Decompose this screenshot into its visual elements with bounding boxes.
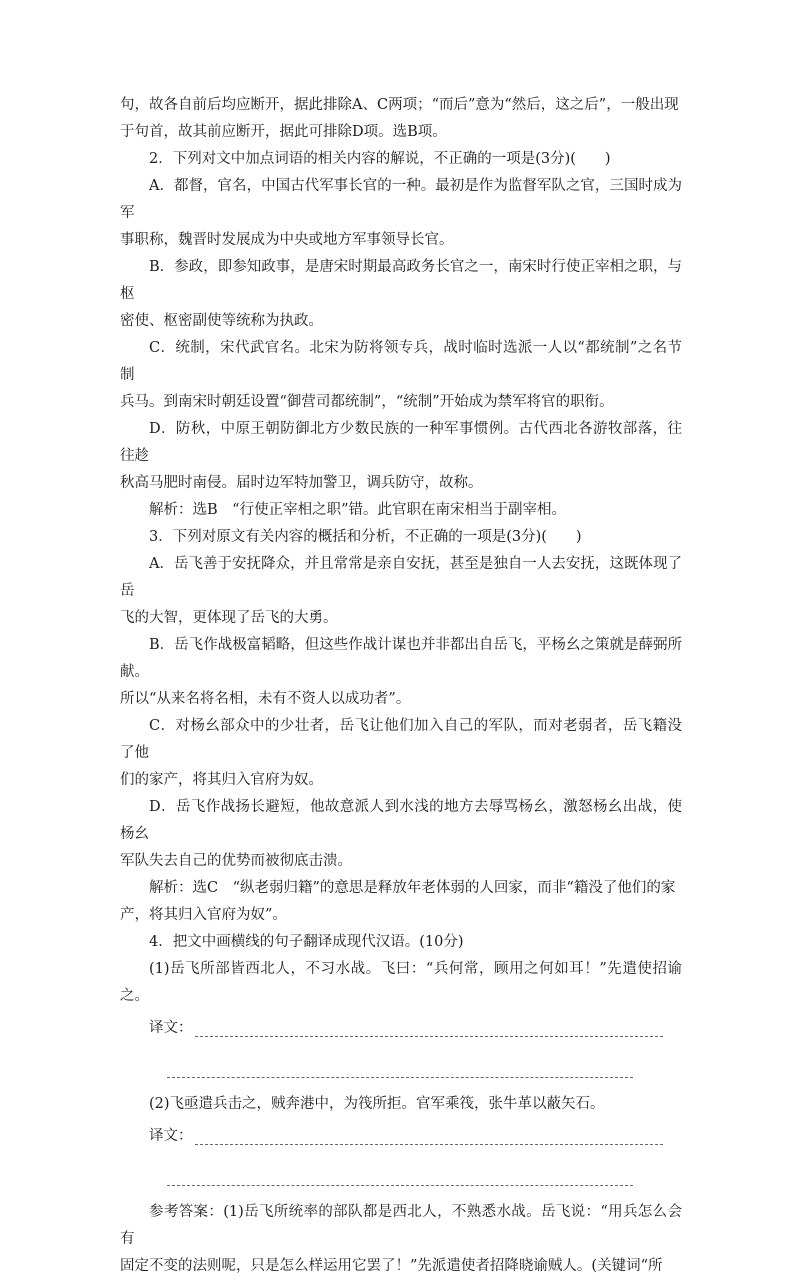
translation-1-row [120, 1010, 682, 1037]
q3-analysis: 解析：选C “纵老弱归籍”的意思是释放年老体弱的人回家，而非“籍没了他们的家 [149, 880, 676, 896]
q2-option-d-cont: 秋高马肥时南侵。届时边军特加警卫，调兵防守，故称。 [120, 475, 483, 491]
reference-answer-cont: 固定不变的法则呢，只是怎么样运用它罢了！”先派遣使者招降晓谕贼人。(关键词“所 [120, 1258, 663, 1274]
translation-1-row-2 [120, 1064, 682, 1091]
q2-option-a: A．都督，官名，中国古代军事长官的一种。最初是作为监督军队之官，三国时成为军 [120, 178, 682, 221]
q2-option-a-cont: 事职称，魏晋时发展成为中央或地方军事领导长官。 [120, 232, 454, 248]
document-body [120, 92, 682, 1280]
blank-space [120, 1145, 682, 1172]
analysis-q1-continued: 句，故各自前后均应断开，据此排除A、C两项；“而后”意为“然后，这之后”，一般出现 [120, 97, 679, 113]
q3-option-d: D．岳飞作战扬长避短，他故意派人到水浅的地方去辱骂杨幺，激怒杨幺出战，使杨幺 [120, 799, 682, 842]
question-2-stem: 2．下列对文中加点词语的相关内容的解说，不正确的一项是(3分)( ) [149, 151, 611, 167]
answer-blank-line[interactable] [167, 1077, 633, 1078]
blank-space [120, 1037, 682, 1064]
reference-answer: 参考答案：(1)岳飞所统率的部队都是西北人，不熟悉水战。岳飞说：“用兵怎么会有 [120, 1204, 682, 1247]
q2-option-c-cont: 兵马。到南宋时朝廷设置“御营司都统制”，“统制”开始成为禁军将官的职衔。 [120, 394, 614, 410]
q2-analysis: 解析：选B “行使正宰相之职”错。此官职在南宋相当于副宰相。 [149, 502, 566, 518]
question-4-stem: 4．把文中画横线的句子翻译成现代汉语。(10分) [149, 934, 464, 950]
translation-2-row-2 [120, 1172, 682, 1199]
q3-option-a-cont: 飞的大智，更体现了岳飞的大勇。 [120, 610, 338, 626]
translation-1-label: 译文： [149, 1020, 193, 1036]
answer-blank-line[interactable] [195, 1132, 663, 1145]
q3-option-c-cont: 们的家产，将其归入官府为奴。 [120, 772, 323, 788]
analysis-q1-end: 于句首，故其前应断开，据此可排除D项。选B项。 [120, 124, 447, 140]
answer-blank-line[interactable] [195, 1024, 663, 1037]
q2-option-b: B．参政，即参知政事，是唐宋时期最高政务长官之一，南宋时行使正宰相之职，与枢 [120, 259, 682, 302]
q2-option-b-cont: 密使、枢密副使等统称为执政。 [120, 313, 323, 329]
answer-blank-line[interactable] [167, 1185, 633, 1186]
q3-analysis-cont: 产，将其归入官府为奴”。 [120, 907, 287, 923]
q3-option-a: A．岳飞善于安抚降众，并且常常是亲自安抚，甚至是独自一人去安抚，这既体现了岳 [120, 556, 682, 599]
translation-2-label: 译文： [149, 1128, 193, 1144]
q2-option-c: C．统制，宋代武官名。北宋为防将领专兵，战时临时选派一人以“都统制”之名节制 [120, 340, 682, 383]
q2-option-d: D．防秋，中原王朝防御北方少数民族的一种军事惯例。古代西北各游牧部落，往往趁 [120, 421, 682, 464]
q4-sentence-2: (2)飞亟遣兵击之，贼奔港中，为筏所拒。官军乘筏，张牛革以蔽矢石。 [149, 1096, 605, 1112]
q3-option-b-cont: 所以“从来名将名相，未有不资人以成功者”。 [120, 691, 411, 707]
question-3-stem: 3．下列对原文有关内容的概括和分析，不正确的一项是(3分)( ) [149, 529, 582, 545]
translation-2-row [120, 1118, 682, 1145]
q3-option-c: C．对杨幺部众中的少壮者，岳飞让他们加入自己的军队，而对老弱者，岳飞籍没了他 [120, 718, 682, 761]
q4-sentence-1: (1)岳飞所部皆西北人，不习水战。飞曰：“兵何常，顾用之何如耳！”先遣使招谕之。 [120, 961, 682, 1004]
q3-option-d-cont: 军队失去自己的优势而被彻底击溃。 [120, 853, 352, 869]
q3-option-b: B．岳飞作战极富韬略，但这些作战计谋也并非都出自岳飞，平杨幺之策就是薛弼所献。 [120, 637, 682, 680]
